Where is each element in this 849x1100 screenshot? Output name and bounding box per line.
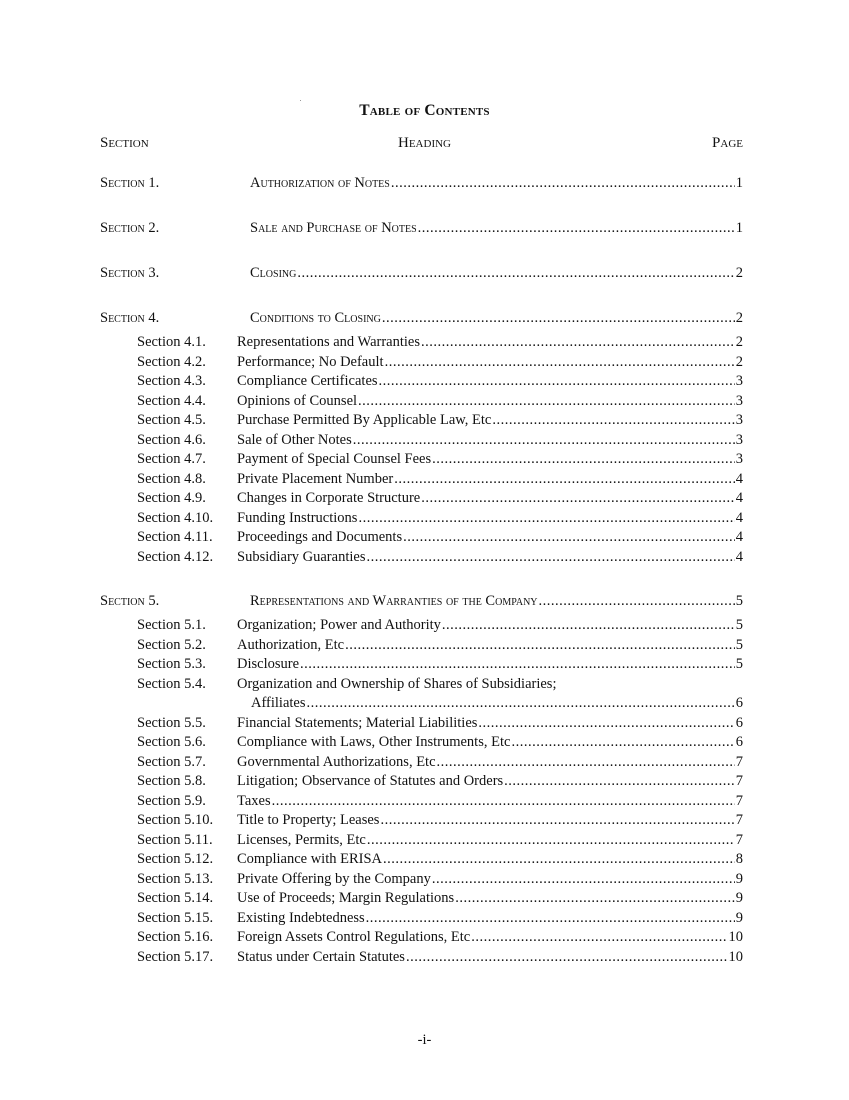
dot-leader xyxy=(478,714,734,734)
dot-leader xyxy=(297,262,734,284)
toc-subsection-entry[interactable] xyxy=(100,811,743,831)
toc-subsection-number: Section 5.10. xyxy=(137,812,214,828)
column-header-section: Section xyxy=(100,135,149,151)
toc-subsection-entry[interactable] xyxy=(100,353,743,373)
dot-leader xyxy=(403,528,735,548)
toc-subsection-title: Use of Proceeds; Margin Regulations xyxy=(237,890,455,906)
dot-leader xyxy=(366,548,734,568)
toc-section-page: 2 xyxy=(735,310,743,326)
toc-subsection-entry[interactable] xyxy=(100,792,743,812)
toc-subsection-page: 4 xyxy=(735,490,743,506)
dot-leader xyxy=(394,470,735,490)
toc-subsection-entry[interactable] xyxy=(100,831,743,851)
toc-section-title: Representations and Warranties of the Company xyxy=(250,593,538,609)
toc-subsection-continuation[interactable] xyxy=(100,694,743,714)
toc-subsection-page: 2 xyxy=(735,353,743,370)
toc-subsection-title: Changes in Corporate Structure xyxy=(237,490,421,506)
dot-leader xyxy=(442,616,735,636)
toc-subsection-title: Litigation; Observance of Statutes and Orders xyxy=(237,773,504,789)
toc-subsection-number: Section 5.13. xyxy=(137,870,214,887)
toc-subsection-page: 2 xyxy=(735,334,743,350)
toc-subsection-entry[interactable] xyxy=(100,372,743,392)
toc-subsection-number: Section 5.8. xyxy=(137,773,206,789)
toc-subsection-title: Compliance with Laws, Other Instruments, Etc xyxy=(237,734,511,750)
toc-subsection-page: 4 xyxy=(735,548,743,565)
toc-subsection-page: 3 xyxy=(735,412,743,428)
toc-section-group xyxy=(100,590,743,967)
toc-section-number: Section 3. xyxy=(100,265,160,281)
toc-section-number: Section 5. xyxy=(100,593,160,609)
toc-subsection-number: Section 4.7. xyxy=(137,451,206,467)
toc-subsection-number: Section 5.15. xyxy=(137,909,214,926)
toc-subsection-title: Performance; No Default xyxy=(237,353,384,370)
column-header-page: Page xyxy=(712,135,743,151)
dot-leader xyxy=(421,489,735,509)
toc-section-entry[interactable] xyxy=(100,590,743,612)
toc-subsection-entry[interactable] xyxy=(100,870,743,890)
toc-subsection-page: 5 xyxy=(735,636,743,653)
toc-subsection-page: 4 xyxy=(735,509,743,526)
toc-subsection-number: Section 4.11. xyxy=(137,529,213,545)
toc-subsection-title: Taxes xyxy=(237,792,271,809)
toc-subsection-page: 3 xyxy=(735,373,743,389)
toc-section-page: 1 xyxy=(735,175,743,191)
toc-subsection-entry[interactable] xyxy=(100,753,743,773)
toc-subsection-entry[interactable] xyxy=(100,772,743,792)
dot-leader xyxy=(385,353,735,373)
toc-subsection-title: Opinions of Counsel xyxy=(237,392,358,409)
toc-section-page: 5 xyxy=(735,593,743,609)
table-of-contents xyxy=(100,172,743,990)
dot-leader xyxy=(406,948,728,968)
toc-subsection-title: Private Placement Number xyxy=(237,470,394,487)
toc-subsection-number: Section 4.12. xyxy=(137,548,214,565)
toc-section-group xyxy=(100,262,743,284)
dot-leader xyxy=(367,831,735,851)
toc-subsection-number: Section 5.14. xyxy=(137,890,214,906)
toc-subsection-entry[interactable] xyxy=(100,889,743,909)
page-title: Table of Contents xyxy=(359,102,490,119)
toc-subsection-title: Organization; Power and Authority xyxy=(237,617,441,633)
dot-leader xyxy=(455,889,735,909)
toc-section-entry[interactable] xyxy=(100,262,743,284)
dot-leader xyxy=(432,870,735,890)
toc-subsection-page: 6 xyxy=(735,734,743,750)
toc-subsection-entry[interactable] xyxy=(100,450,743,470)
scan-speck xyxy=(300,100,301,101)
toc-subsection-title: Authorization, Etc xyxy=(237,636,345,653)
toc-section-entry[interactable] xyxy=(100,217,743,239)
toc-subsection-title: Compliance with ERISA xyxy=(237,851,382,867)
toc-section-page: 2 xyxy=(735,265,743,281)
toc-section-title: Sale and Purchase of Notes xyxy=(250,220,417,236)
toc-subsection-page: 4 xyxy=(735,529,743,545)
toc-subsection-page: 3 xyxy=(735,392,743,409)
dot-leader xyxy=(471,928,727,948)
toc-subsection-number: Section 4.3. xyxy=(137,373,206,389)
toc-subsection-entry[interactable] xyxy=(100,655,743,675)
toc-subsection-title: Funding Instructions xyxy=(237,509,358,526)
dot-leader xyxy=(300,655,735,675)
toc-section-number: Section 1. xyxy=(100,175,160,191)
toc-subsection-page: 6 xyxy=(735,695,743,711)
toc-subsection-entry[interactable] xyxy=(100,948,743,968)
toc-subsection-number: Section 5.11. xyxy=(137,831,213,848)
toc-subsection-title: Title to Property; Leases xyxy=(237,812,380,828)
toc-subsection-number: Section 5.5. xyxy=(137,714,206,731)
toc-subsection-number: Section 4.8. xyxy=(137,470,206,487)
page-number-footer: -i- xyxy=(417,1032,432,1048)
toc-subsection-page: 5 xyxy=(735,617,743,633)
dot-leader xyxy=(307,694,735,714)
toc-subsection-page: 8 xyxy=(735,851,743,867)
toc-subsection-page: 7 xyxy=(735,753,743,770)
dot-leader xyxy=(539,590,735,612)
dot-leader xyxy=(353,431,735,451)
toc-subsection-page: 6 xyxy=(735,714,743,731)
toc-subsection-entry[interactable] xyxy=(100,489,743,509)
toc-subsection-number: Section 5.9. xyxy=(137,792,206,809)
toc-subsection-entry[interactable] xyxy=(100,509,743,529)
toc-subsection-number: Section 5.12. xyxy=(137,851,214,867)
toc-subsection-page: 7 xyxy=(735,831,743,848)
toc-subsection-page: 7 xyxy=(735,792,743,809)
dot-leader xyxy=(345,636,735,656)
toc-subsection-entry[interactable] xyxy=(100,616,743,636)
toc-section-title: Conditions to Closing xyxy=(250,310,381,326)
toc-subsection-number: Section 5.4. xyxy=(137,675,206,692)
dot-leader xyxy=(421,333,735,353)
toc-section-number: Section 4. xyxy=(100,310,160,326)
dot-leader xyxy=(272,792,735,812)
toc-subsection-number: Section 4.6. xyxy=(137,431,206,448)
dot-leader xyxy=(358,509,734,529)
toc-subsection-title: Existing Indebtedness xyxy=(237,909,365,926)
toc-subsection-title: Representations and Warranties xyxy=(237,334,420,350)
dot-leader xyxy=(418,217,735,239)
toc-subsection-title: Status under Certain Statutes xyxy=(237,948,405,965)
toc-subsection-number: Section 5.2. xyxy=(137,636,206,653)
toc-subsection-number: Section 5.7. xyxy=(137,753,206,770)
dot-leader xyxy=(391,172,735,194)
toc-subsection-title: Disclosure xyxy=(237,656,300,672)
toc-subsection-title: Purchase Permitted By Applicable Law, Etc xyxy=(237,412,492,428)
toc-subsection-number: Section 4.5. xyxy=(137,412,206,428)
toc-subsection-page: 7 xyxy=(735,812,743,828)
toc-section-group xyxy=(100,172,743,194)
dot-leader xyxy=(504,772,735,792)
toc-subsection-title: Foreign Assets Control Regulations, Etc xyxy=(237,929,471,945)
toc-subsection-title: Licenses, Permits, Etc xyxy=(237,831,366,848)
toc-section-title: Authorization of Notes xyxy=(250,175,390,191)
toc-subsection-entry[interactable] xyxy=(100,928,743,948)
toc-section-entry[interactable] xyxy=(100,172,743,194)
toc-subsection-number: Section 5.16. xyxy=(137,929,214,945)
toc-subsection-number: Section 5.17. xyxy=(137,948,214,965)
toc-subsection-entry[interactable] xyxy=(100,470,743,490)
toc-subsection-page: 9 xyxy=(735,870,743,887)
toc-subsection-title: Organization and Ownership of Shares of Subsidiaries; xyxy=(237,675,557,692)
toc-subsection-page: 7 xyxy=(735,773,743,789)
toc-subsection-number: Section 5.6. xyxy=(137,734,206,750)
toc-subsection-entry[interactable] xyxy=(100,850,743,870)
toc-section-page: 1 xyxy=(735,220,743,236)
toc-section-entry[interactable] xyxy=(100,307,743,329)
toc-subsection-entry[interactable] xyxy=(100,333,743,353)
dot-leader xyxy=(511,733,734,753)
toc-subsection-page: 10 xyxy=(728,929,743,945)
toc-subsection-entry[interactable] xyxy=(100,909,743,929)
toc-subsection-number: Section 4.4. xyxy=(137,392,206,409)
toc-subsection-entry[interactable] xyxy=(100,528,743,548)
dot-leader xyxy=(366,909,735,929)
dot-leader xyxy=(383,850,735,870)
toc-subsection-entry[interactable] xyxy=(100,411,743,431)
toc-subsection-page: 3 xyxy=(735,431,743,448)
toc-subsection-title: Financial Statements; Material Liabilities xyxy=(237,714,478,731)
toc-subsection-title: Compliance Certificates xyxy=(237,373,378,389)
toc-subsection-entry[interactable] xyxy=(100,431,743,451)
toc-subsection-entry[interactable] xyxy=(100,675,743,695)
toc-subsection-title-continued: Affiliates xyxy=(251,695,306,711)
toc-subsection-entry[interactable] xyxy=(100,714,743,734)
toc-subsection-title: Proceedings and Documents xyxy=(237,529,403,545)
toc-subsection-number: Section 4.2. xyxy=(137,353,206,370)
toc-subsection-number: Section 5.1. xyxy=(137,617,206,633)
dot-leader xyxy=(358,392,735,412)
toc-subsection-title: Subsidiary Guaranties xyxy=(237,548,366,565)
toc-subsection-title: Governmental Authorizations, Etc xyxy=(237,753,436,770)
toc-section-title: Closing xyxy=(250,265,297,281)
dot-leader xyxy=(380,811,734,831)
toc-subsection-number: Section 5.3. xyxy=(137,656,206,672)
toc-subsection-page: 9 xyxy=(735,909,743,926)
toc-subsection-title: Private Offering by the Company xyxy=(237,870,431,887)
toc-subsection-page: 10 xyxy=(728,948,743,965)
toc-subsection-title: Sale of Other Notes xyxy=(237,431,352,448)
toc-subsection-number: Section 4.1. xyxy=(137,334,206,350)
toc-subsection-entry[interactable] xyxy=(100,733,743,753)
toc-subsection-number: Section 4.9. xyxy=(137,490,206,506)
dot-leader xyxy=(437,753,735,773)
toc-subsection-page: 9 xyxy=(735,890,743,906)
toc-subsection-entry[interactable] xyxy=(100,392,743,412)
toc-subsection-entry[interactable] xyxy=(100,636,743,656)
toc-subsection-number: Section 4.10. xyxy=(137,509,214,526)
toc-subsection-page: 5 xyxy=(735,656,743,672)
toc-subsection-page: 3 xyxy=(735,451,743,467)
dot-leader xyxy=(492,411,734,431)
toc-section-number: Section 2. xyxy=(100,220,160,236)
dot-leader xyxy=(432,450,735,470)
toc-subsection-page: 4 xyxy=(735,470,743,487)
toc-section-group xyxy=(100,217,743,239)
toc-subsection-entry[interactable] xyxy=(100,548,743,568)
dot-leader xyxy=(379,372,735,392)
toc-subsection-title: Payment of Special Counsel Fees xyxy=(237,451,432,467)
dot-leader xyxy=(382,307,735,329)
column-header-heading: Heading xyxy=(398,135,451,151)
toc-section-group xyxy=(100,307,743,567)
